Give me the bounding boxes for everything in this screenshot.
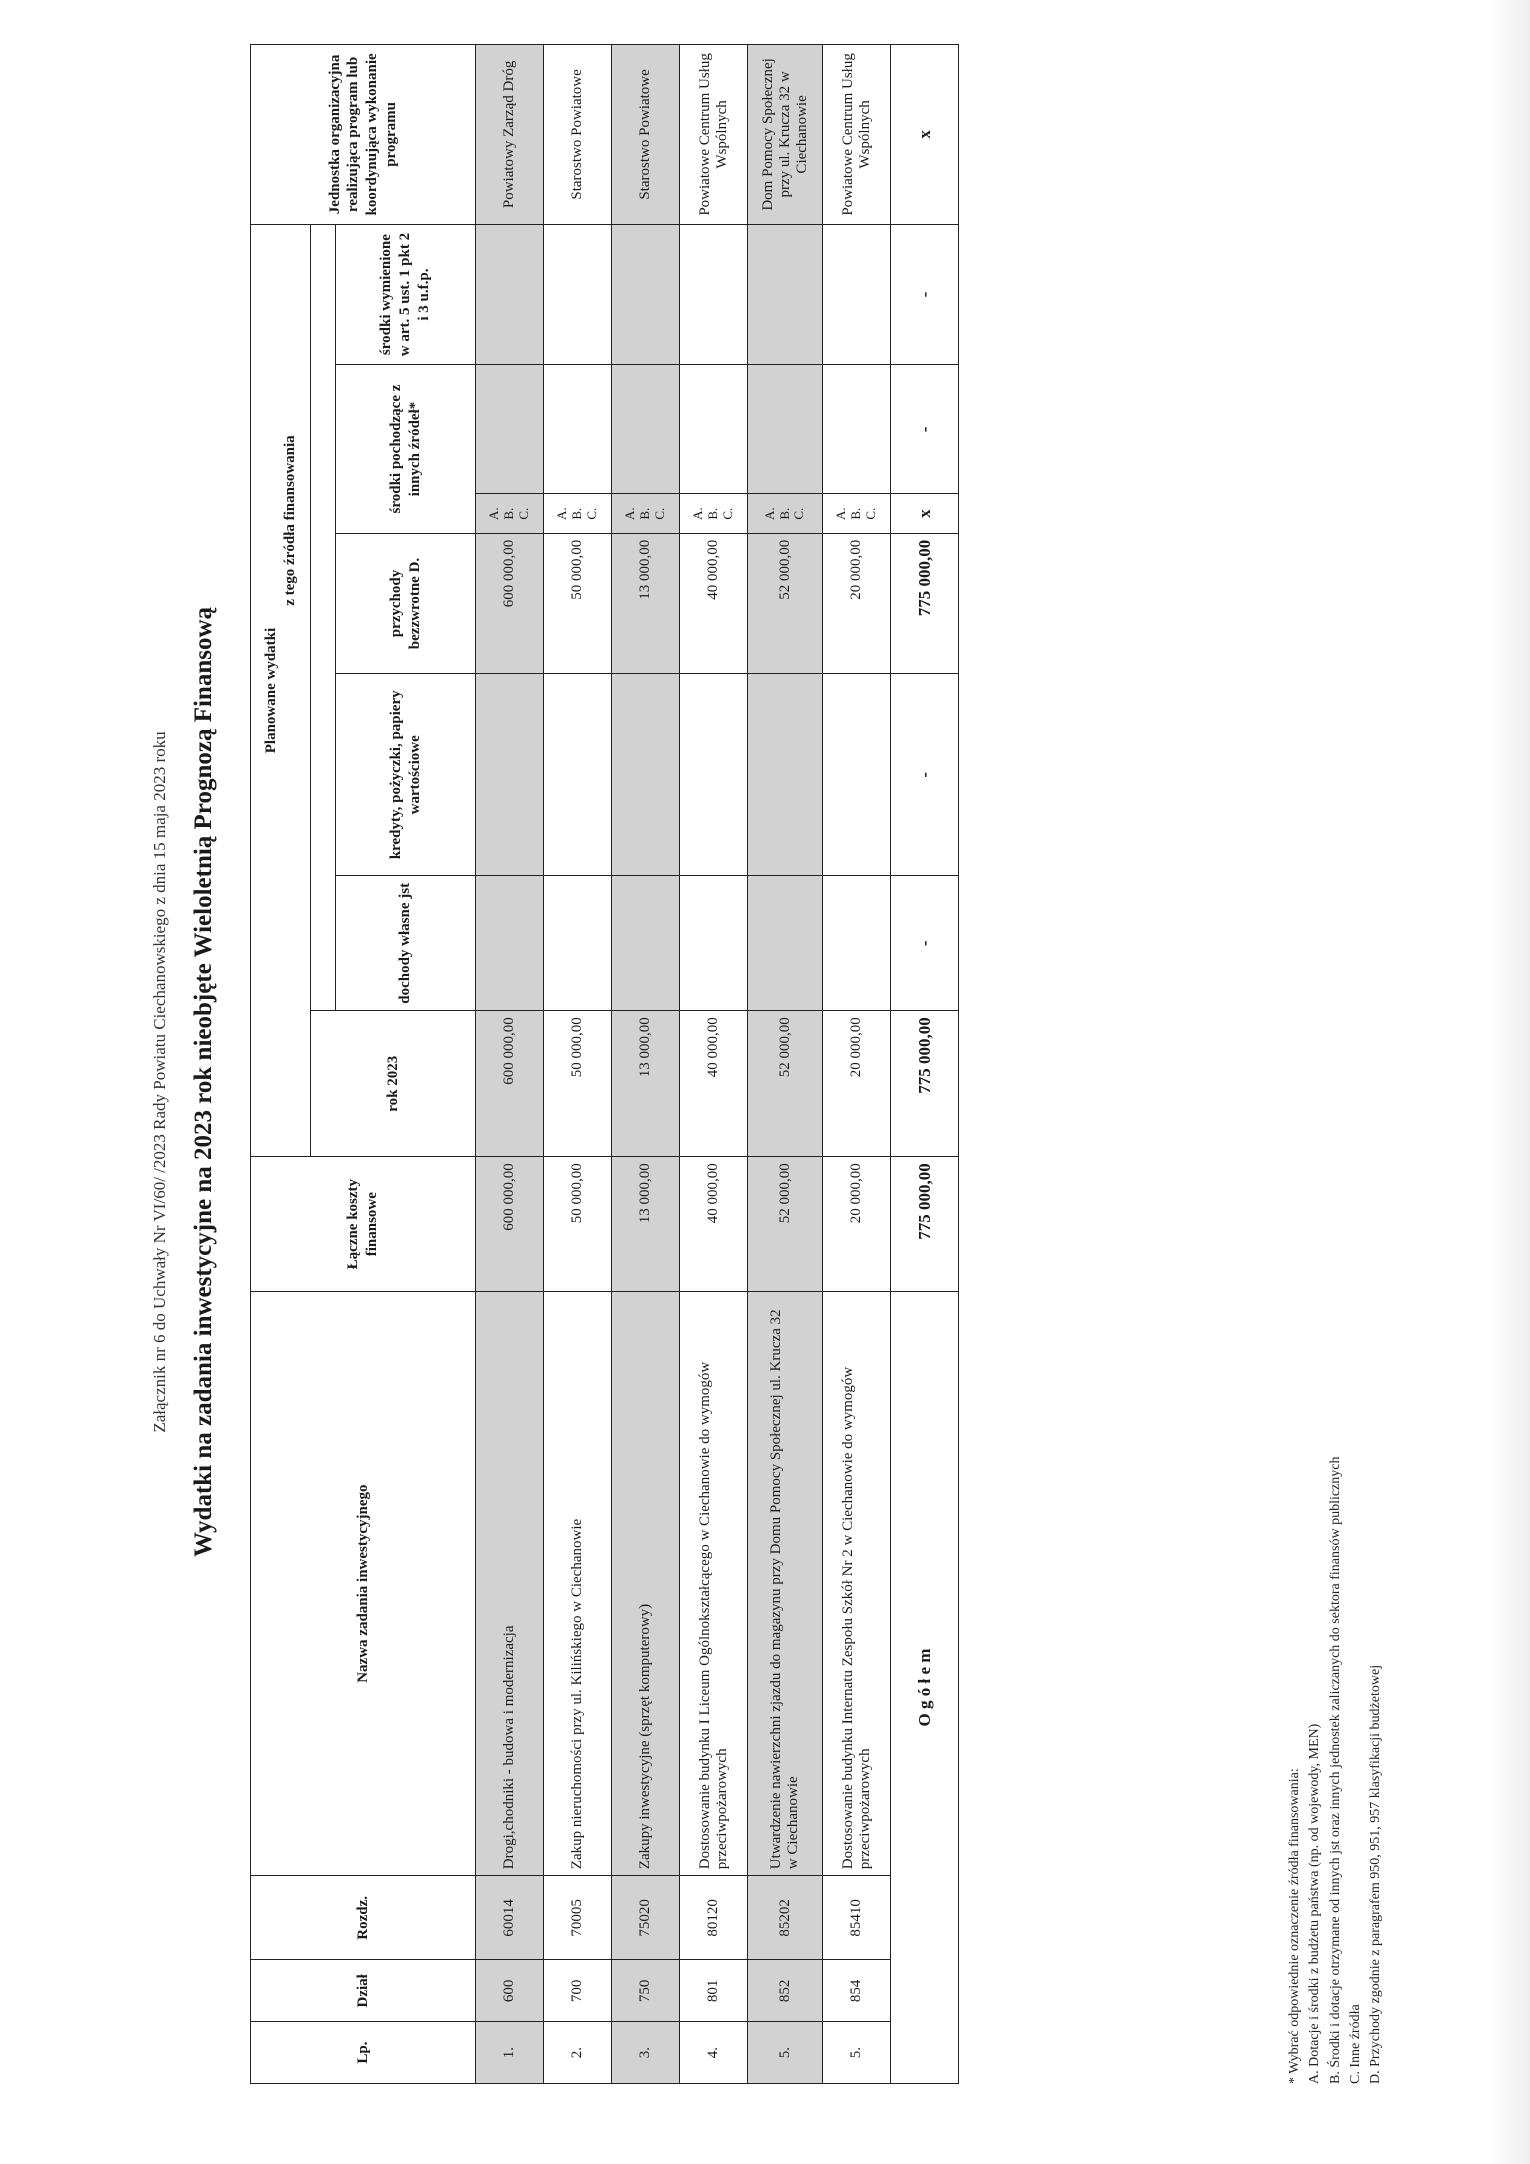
cell-nazwa: Dostosowanie budynku Internatu Zespołu Szkół Nr 2 w Ciechanowie do wymogów przeciwpożarowych (823, 1292, 891, 1876)
total-label: O g ó ł e m (891, 1292, 959, 2084)
cell-art5 (544, 224, 612, 364)
cell-lp: 5. (823, 2022, 891, 2084)
total-jednostka: x (891, 45, 959, 225)
cell-dzial: 750 (612, 1960, 680, 2022)
cell-dzial: 600 (476, 1960, 544, 2022)
cell-kredyty (612, 674, 680, 876)
cell-art5 (476, 224, 544, 364)
header-dochody: dochody własne jst (336, 876, 476, 1011)
source-c: C. (583, 507, 599, 520)
cell-przychody: 52 000,00 (748, 533, 823, 673)
header-z-tego-label: z tego źródła finansowania (281, 435, 298, 606)
cell-nazwa: Zakupy inwestycyjne (sprzęt komputerowy) (612, 1292, 680, 1876)
cell-rok: 600 000,00 (476, 1011, 544, 1157)
cell-art5 (823, 224, 891, 364)
header-przychody: przychody bezzwrotne D. (336, 533, 476, 673)
cell-rozdz: 85202 (748, 1876, 823, 1960)
cell-nazwa: Dostosowanie budynku I Liceum Ogólnokształcącego w Ciechanowie do wymogów przeciwpożarowych (680, 1292, 748, 1876)
total-art5: - (891, 224, 959, 364)
total-source: x (891, 494, 959, 533)
cell-przychody: 50 000,00 (544, 533, 612, 673)
header-planowane (251, 224, 311, 1156)
cell-jednostka: Starostwo Powiatowe (612, 45, 680, 225)
header-lp: Lp. (251, 2022, 476, 2084)
source-a: A. (622, 507, 638, 520)
cell-art5 (680, 224, 748, 364)
cell-rozdz: 60014 (476, 1876, 544, 1960)
header-spacer (311, 224, 336, 1010)
cell-jednostka: Powiatowe Centrum Usług Wspólnych (823, 45, 891, 225)
footnote-line: * Wybrać odpowiednie oznaczenie źródła finansowania: (1287, 1768, 1302, 2084)
source-c: C. (651, 507, 667, 520)
cell-kredyty (823, 674, 891, 876)
cell-kredyty (748, 674, 823, 876)
source-b: B. (705, 507, 721, 520)
cell-jednostka: Dom Pomocy Społecznej przy ul. Krucza 32 w Ciechanowie (748, 45, 823, 225)
source-c: C. (862, 507, 878, 520)
cell-source-codes (476, 494, 544, 533)
table-row (476, 45, 544, 2084)
cell-przychody: 40 000,00 (680, 533, 748, 673)
header-koszty: Łączne koszty finansowe (251, 1157, 476, 1292)
header-inne: środki pochodzące z innych źródeł* (336, 365, 476, 534)
cell-koszty: 40 000,00 (680, 1157, 748, 1292)
source-b: B. (637, 507, 653, 520)
cell-nazwa: Utwardzenie nawierzchni zjazdu do magazynu przy Domu Pomocy Społecznej ul. Krucza 32 w Ciechanowie (748, 1292, 823, 1876)
table-row (544, 45, 612, 2084)
cell-dzial: 700 (544, 1960, 612, 2022)
total-row (891, 45, 959, 2084)
cell-kredyty (680, 674, 748, 876)
header-art5: środki wymienione w art. 5 ust. 1 pkt 2 i 3 u.f.p. (336, 224, 476, 364)
cell-rozdz: 70005 (544, 1876, 612, 1960)
cell-dochody (823, 876, 891, 1011)
source-b: B. (501, 507, 517, 520)
footnote-line: D. Przychody zgodnie z paragrafem 950, 951, 957 klasyfikacji budżetowej (1368, 1664, 1384, 2084)
cell-jednostka: Powiatowy Zarząd Dróg (476, 45, 544, 225)
cell-inne (748, 365, 823, 494)
cell-dzial: 801 (680, 1960, 748, 2022)
cell-lp: 5. (748, 2022, 823, 2084)
cell-rozdz: 80120 (680, 1876, 748, 1960)
cell-source-codes (748, 494, 823, 533)
cell-inne (544, 365, 612, 494)
total-przychody: 775 000,00 (891, 533, 959, 673)
cell-dochody (612, 876, 680, 1011)
total-dochody: - (891, 876, 959, 1011)
cell-inne (680, 365, 748, 494)
document-title: Wydatki na zadania inwestycyjne na 2023 rok nieobjęte Wieloletnią Prognozą Finansową (190, 606, 217, 1558)
cell-rok: 50 000,00 (544, 1011, 612, 1157)
source-a: A. (761, 507, 777, 520)
cell-lp: 4. (680, 2022, 748, 2084)
cell-dochody (476, 876, 544, 1011)
cell-inne (476, 365, 544, 494)
header-rozdz: Rozdz. (251, 1876, 476, 1960)
table-row (612, 45, 680, 2084)
cell-nazwa: Zakup nieruchomości przy ul. Kilińskiego w Ciechanowie (544, 1292, 612, 1876)
cell-koszty: 600 000,00 (476, 1157, 544, 1292)
cell-przychody: 20 000,00 (823, 533, 891, 673)
header-rok: rok 2023 (311, 1011, 476, 1157)
header-jednostka: Jednostka organizacyjna realizująca program lub koordynująca wykonanie programu (251, 45, 476, 225)
cell-nazwa: Drogi,chodniki - budowa i modernizacja (476, 1292, 544, 1876)
cell-rok: 40 000,00 (680, 1011, 748, 1157)
cell-koszty: 52 000,00 (748, 1157, 823, 1292)
cell-dochody (748, 876, 823, 1011)
source-a: A. (690, 507, 706, 520)
footnotes (1285, 484, 1386, 2084)
table-row (823, 45, 891, 2084)
cell-dochody (544, 876, 612, 1011)
header-nazwa: Nazwa zadania inwestycyjnego (251, 1292, 476, 1876)
cell-rozdz: 75020 (612, 1876, 680, 1960)
source-c: C. (515, 507, 531, 520)
cell-inne (612, 365, 680, 494)
header-planowane-label: Planowane wydatki (262, 627, 279, 754)
cell-kredyty (544, 674, 612, 876)
cell-art5 (612, 224, 680, 364)
cell-jednostka: Starostwo Powiatowe (544, 45, 612, 225)
source-c: C. (791, 507, 807, 520)
scan-edge-shadow (1490, 0, 1530, 2164)
source-c: C. (719, 507, 735, 520)
cell-source-codes (823, 494, 891, 533)
total-rok: 775 000,00 (891, 1011, 959, 1157)
total-inne: - (891, 365, 959, 494)
cell-rozdz: 85410 (823, 1876, 891, 1960)
footnote-line: C. Inne źródła (1347, 2004, 1363, 2084)
source-b: B. (569, 507, 585, 520)
cell-dzial: 852 (748, 1960, 823, 2022)
cell-kredyty (476, 674, 544, 876)
footnote-line: B. Środki i dotacje otrzymane od innych jst oraz innych jednostek zaliczanych do sektora finansów publicznych (1327, 1456, 1343, 2084)
total-kredyty: - (891, 674, 959, 876)
cell-koszty: 20 000,00 (823, 1157, 891, 1292)
cell-jednostka: Powiatowe Centrum Usług Wspólnych (680, 45, 748, 225)
cell-art5 (748, 224, 823, 364)
cell-rok: 20 000,00 (823, 1011, 891, 1157)
source-a: A. (486, 507, 502, 520)
header-kredyty: kredyty, pożyczki, papiery wartościowe (336, 674, 476, 876)
cell-lp: 2. (544, 2022, 612, 2084)
cell-dzial: 854 (823, 1960, 891, 2022)
cell-koszty: 13 000,00 (612, 1157, 680, 1292)
source-a: A. (833, 507, 849, 520)
cell-source-codes (544, 494, 612, 533)
investment-table (250, 44, 959, 2084)
source-b: B. (776, 507, 792, 520)
cell-rok: 13 000,00 (612, 1011, 680, 1157)
cell-rok: 52 000,00 (748, 1011, 823, 1157)
source-b: B. (848, 507, 864, 520)
total-koszty: 775 000,00 (891, 1157, 959, 1292)
cell-source-codes (680, 494, 748, 533)
table-row (748, 45, 823, 2084)
footnote-line: A. Dotacje i środki z budżetu państwa (np. od wojewody, MEN) (1307, 1723, 1323, 2084)
table-row (680, 45, 748, 2084)
header-dzial: Dział (251, 1960, 476, 2022)
cell-lp: 1. (476, 2022, 544, 2084)
attachment-note: Załącznik nr 6 do Uchwały Nr VI/60/ /2023 Rady Powiatu Ciechanowskiego z dnia 15 maja 2023 roku (150, 731, 169, 1433)
cell-przychody: 13 000,00 (612, 533, 680, 673)
cell-lp: 3. (612, 2022, 680, 2084)
cell-koszty: 50 000,00 (544, 1157, 612, 1292)
source-a: A. (554, 507, 570, 520)
cell-source-codes (612, 494, 680, 533)
cell-dochody (680, 876, 748, 1011)
cell-inne (823, 365, 891, 494)
cell-przychody: 600 000,00 (476, 533, 544, 673)
